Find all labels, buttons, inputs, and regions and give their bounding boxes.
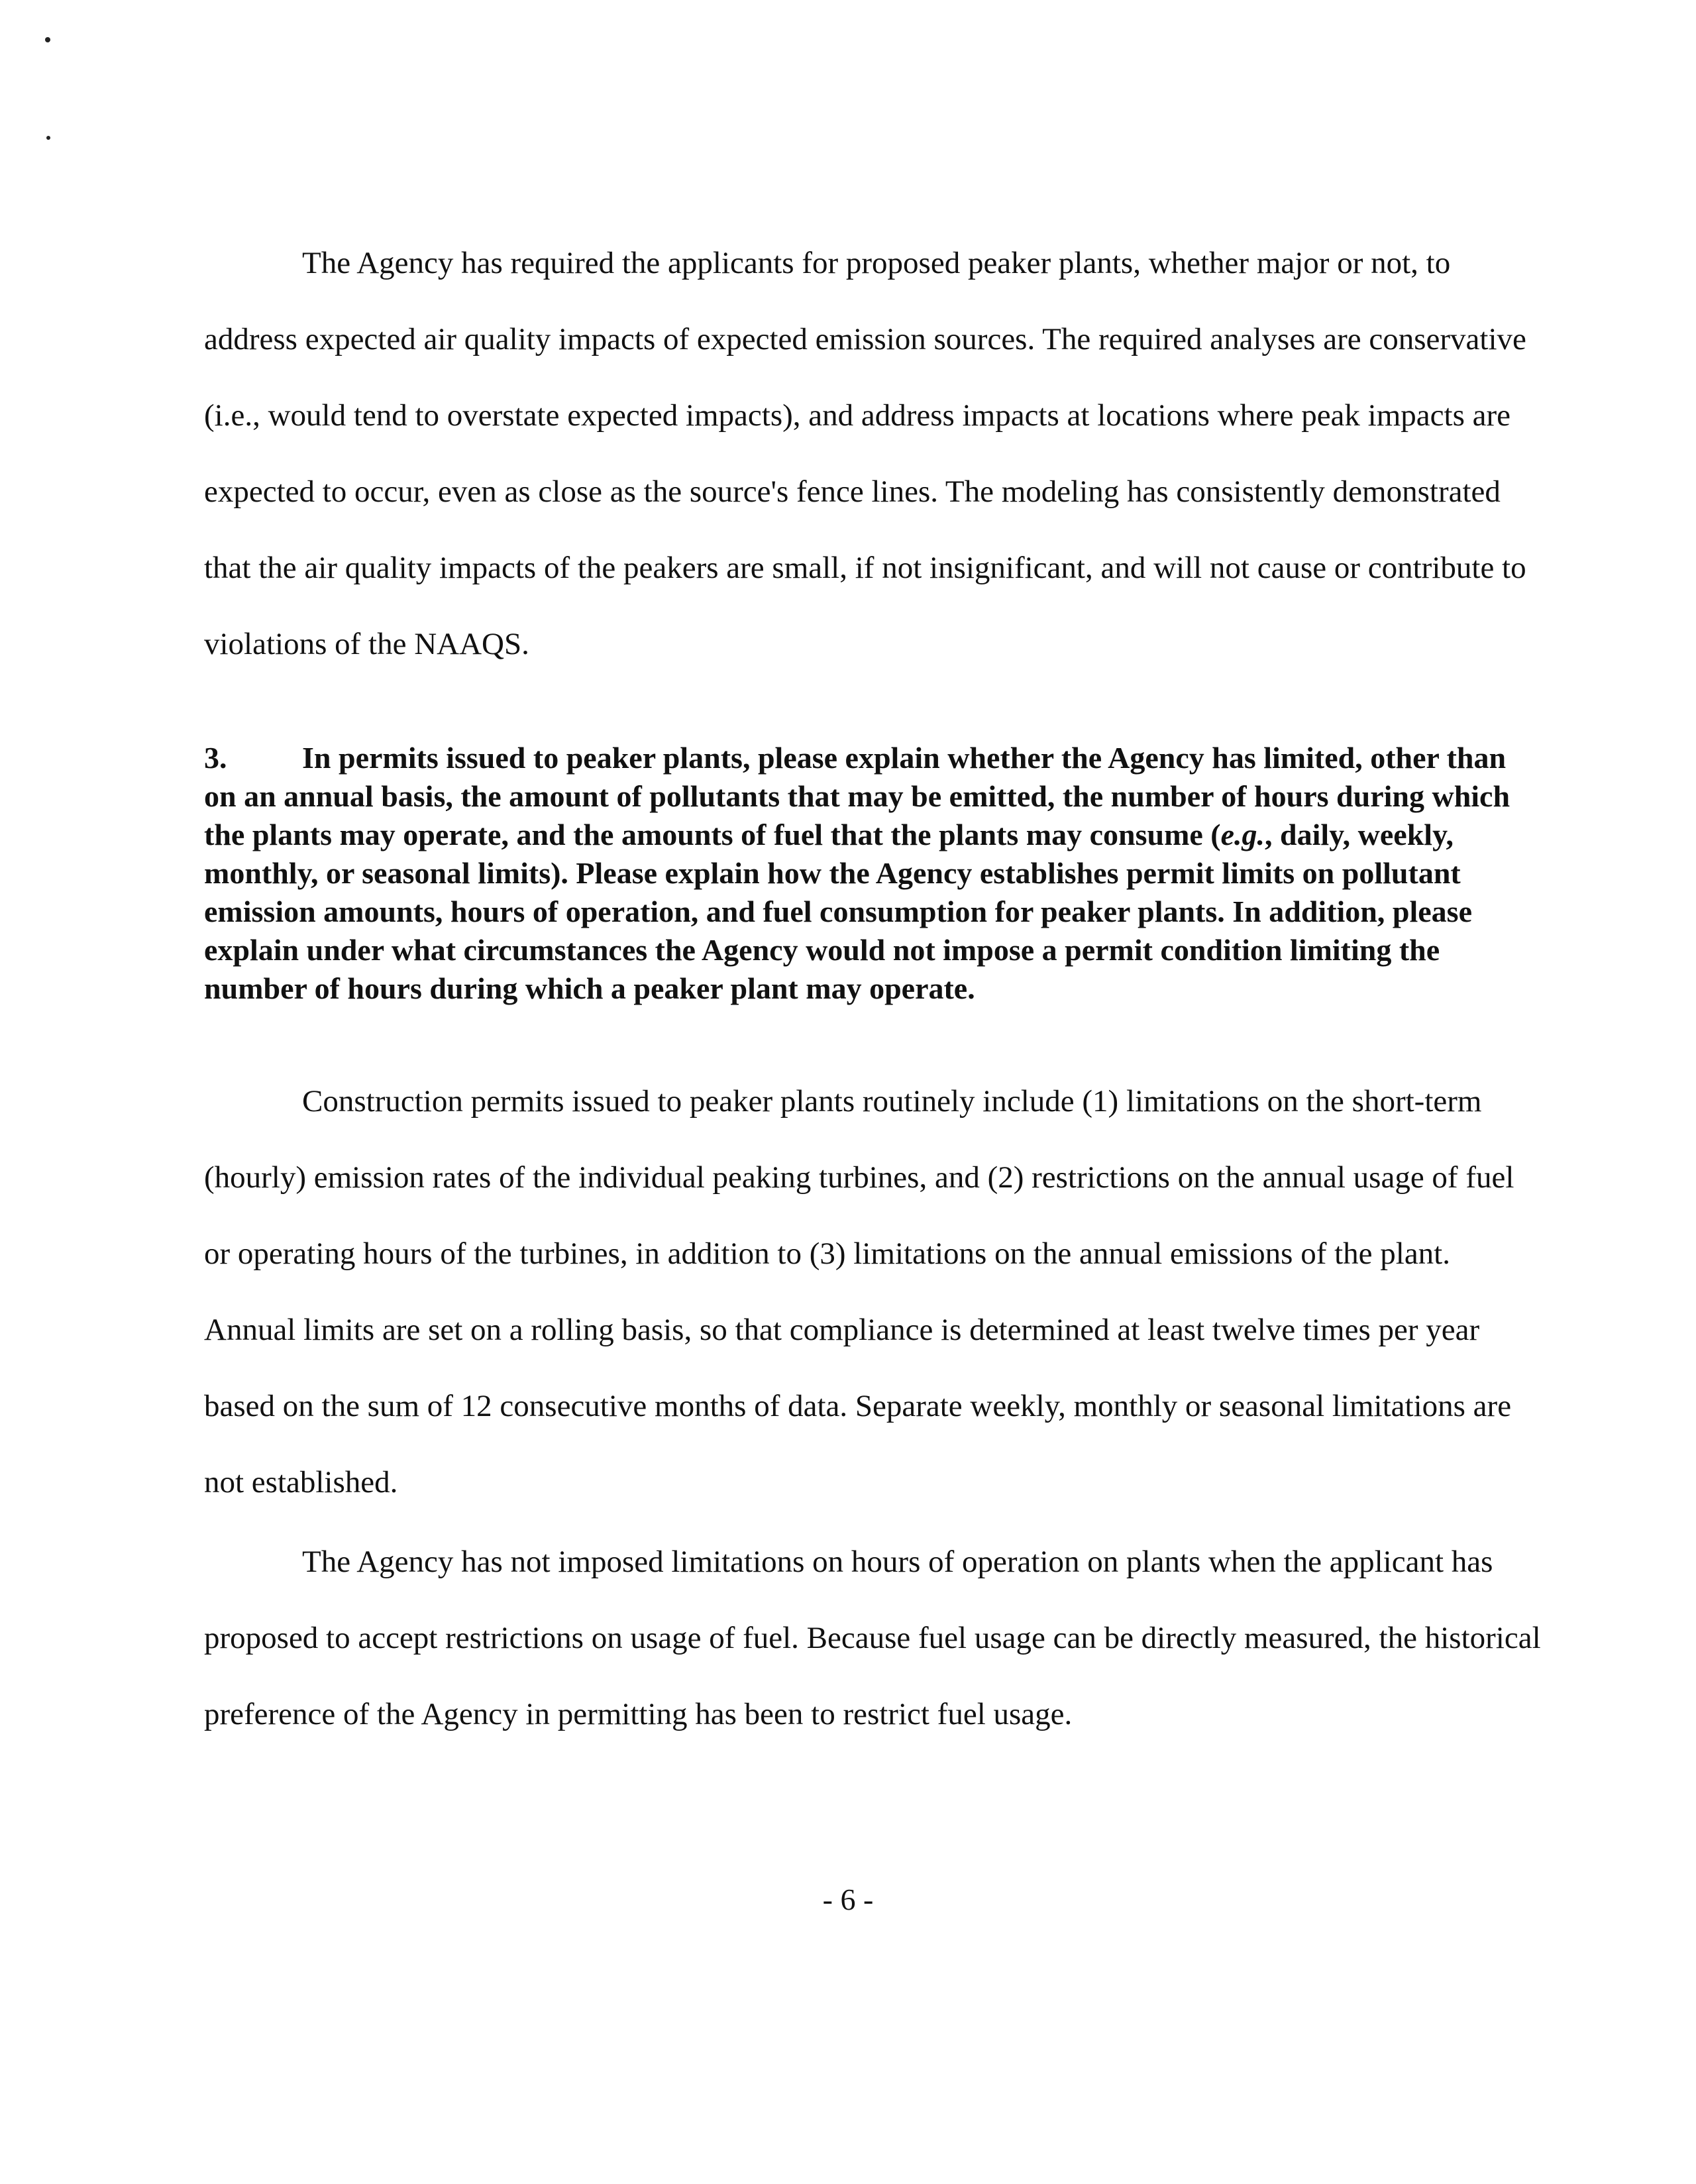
paragraph-text: The Agency has not imposed limitations on hours of operation on plants when the applicant has proposed to accept restrictions on usage of fuel. Because fuel usage can be directly measured, the historical preference of the Agency in permitting has been to restrict fuel usage. <box>204 1545 1541 1731</box>
question-number: 3. <box>204 741 227 775</box>
paragraph-text: Construction permits issued to peaker plants routinely include (1) limitations on the short-term (hourly) emission rates of the individual peaking turbines, and (2) restrictions on the annual usage of fuel or operating hours of the turbines, in addition to (3) limitations on the annual emissions of the plant. Annual limits are set on a rolling basis, so that compliance is determined at least twelve times per year based on the sum of 12 consecutive months of data. Separate weekly, monthly or seasonal limitations are not established. <box>204 1084 1514 1500</box>
scan-speck <box>46 136 50 140</box>
paragraph-air-quality-impacts <box>204 225 1542 682</box>
question-text-part1: In permits issued to peaker plants, please explain whether the Agency has limited, other than on an annual basis, the amount of pollutants that may be emitted, the number of hours during which the plants may operate, and the amounts of fuel that the plants may consume ( <box>204 741 1510 851</box>
scan-speck <box>45 37 50 42</box>
question-text-italic: e.g. <box>1220 818 1265 851</box>
page-number: - 6 - <box>822 1883 874 1916</box>
question-text-part2: , daily, weekly, monthly, or seasonal limits). Please explain how the Agency establishes permit limits on pollutant emission amounts, hours of operation, and fuel consumption for peaker plants. In addition, please explain under what circumstances the Agency would not impose a permit condition limiting the number of hours during which a peaker plant may operate. <box>204 818 1472 1005</box>
paragraph-text: The Agency has required the applicants for proposed peaker plants, whether major or not, to address expected air quality impacts of expected emission sources. The required analyses are conservative (i.e., would tend to overstate expected impacts), and address impacts at locations where peak impacts are expected to occur, even as close as the source's fence lines. The modeling has consistently demonstrated that the air quality impacts of the peakers are small, if not insignificant, and will not cause or contribute to violations of the NAAQS. <box>204 246 1526 661</box>
question-3 <box>204 739 1529 1008</box>
paragraph-construction-permits <box>204 1064 1542 1521</box>
paragraph-fuel-usage <box>204 1524 1542 1753</box>
